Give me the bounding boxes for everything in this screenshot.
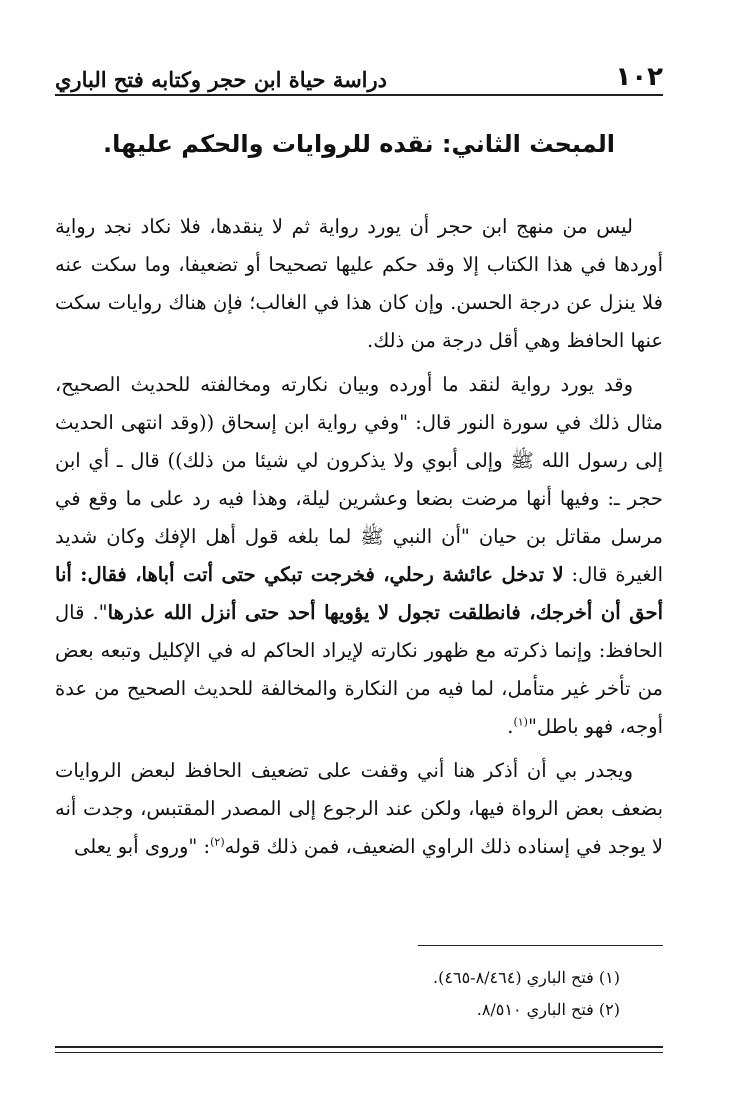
footnote-divider [418, 945, 663, 946]
running-title: دراسة حياة ابن حجر وكتابه فتح الباري [55, 67, 388, 92]
paragraph-3-text-a: ويجدر بي أن أذكر هنا أني وقفت على تضعيف الحافظ لبعض الروايات بضعف بعض الرواة فيها، ولكن عند الرجوع إلى المصدر المقتبس، وجدت أنه لا يوجد في إسناده ذلك الراوي الضعيف، فمن ذلك قوله [55, 759, 663, 858]
page-header [55, 50, 663, 90]
footer-divider-thick [55, 1046, 663, 1048]
footnote-ref-1[interactable]: (١) [513, 715, 528, 729]
page-number: ١٠٢ [615, 62, 663, 92]
header-divider [55, 94, 663, 96]
footnote-1: (١) فتح الباري (٨/٤٦٤-٤٦٥). [433, 968, 620, 987]
paragraph-2-text-a: وقد يورد رواية لنقد ما أورده وبيان نكارته ومخالفته للحديث الصحيح، مثال ذلك في سورة النور قال: "وفي رواية ابن إسحاق ((وقد انتهى الحديث إلى رسول الله ﷺ وإلى أبوي ولا يذكرون لي شيئا من ذلك)) قال ـ أي ابن حجر ـ: وفيها أنها مرضت بضعا وعشرين ليلة، وهذا فيه رد على ما وقع في مرسل مقاتل بن حيان "أن النبي ﷺ لما بلغه قول أهل الإفك وكان شديد الغيرة قال: [55, 373, 664, 586]
body-text [55, 208, 663, 872]
footnote-2: (٢) فتح الباري ٨/٥١٠. [476, 1000, 620, 1019]
paragraph-2-end: . [507, 715, 514, 738]
footnotes [55, 962, 620, 1026]
paragraph-2-bold-quote: لا تدخل عائشة رحلي، فخرجت تبكي حتى أتت أباها، فقال: أنا أحق أن أخرجك، فانطلقت تجول لا يؤويها أحد حتى أنزل الله عذرها [55, 563, 663, 624]
footer-divider-thin [55, 1052, 663, 1053]
footnote-ref-2[interactable]: (٢) [210, 835, 225, 849]
section-title: المبحث الثاني: نقده للروايات والحكم عليها. [102, 130, 616, 158]
paragraph-1: ليس من منهج ابن حجر أن يورد رواية ثم لا ينقدها، فلا نكاد نجد رواية أوردها في هذا الكتاب إلا وقد حكم عليها تصحيحا أو تضعيفا، وما سكت عنه فلا ينزل عن درجة الحسن. وإن كان هذا في الغالب؛ فإن هناك روايات سكت عنها الحافظ وهي أقل درجة من ذلك. [55, 215, 663, 352]
paragraph-2-text-b: ". قال الحافظ: وإنما ذكرته مع ظهور نكارته لإيراد الحاكم له في الإكليل وتبعه بعض من تأخر غير متأمل، لما فيه من النكارة والمخالفة للحديث الصحيح من عدة أوجه، فهو باطل" [55, 601, 663, 738]
paragraph-2 [55, 366, 663, 746]
paragraph-3 [55, 752, 663, 866]
paragraph-3-text-b: : "وروى أبو يعلى [73, 835, 211, 858]
